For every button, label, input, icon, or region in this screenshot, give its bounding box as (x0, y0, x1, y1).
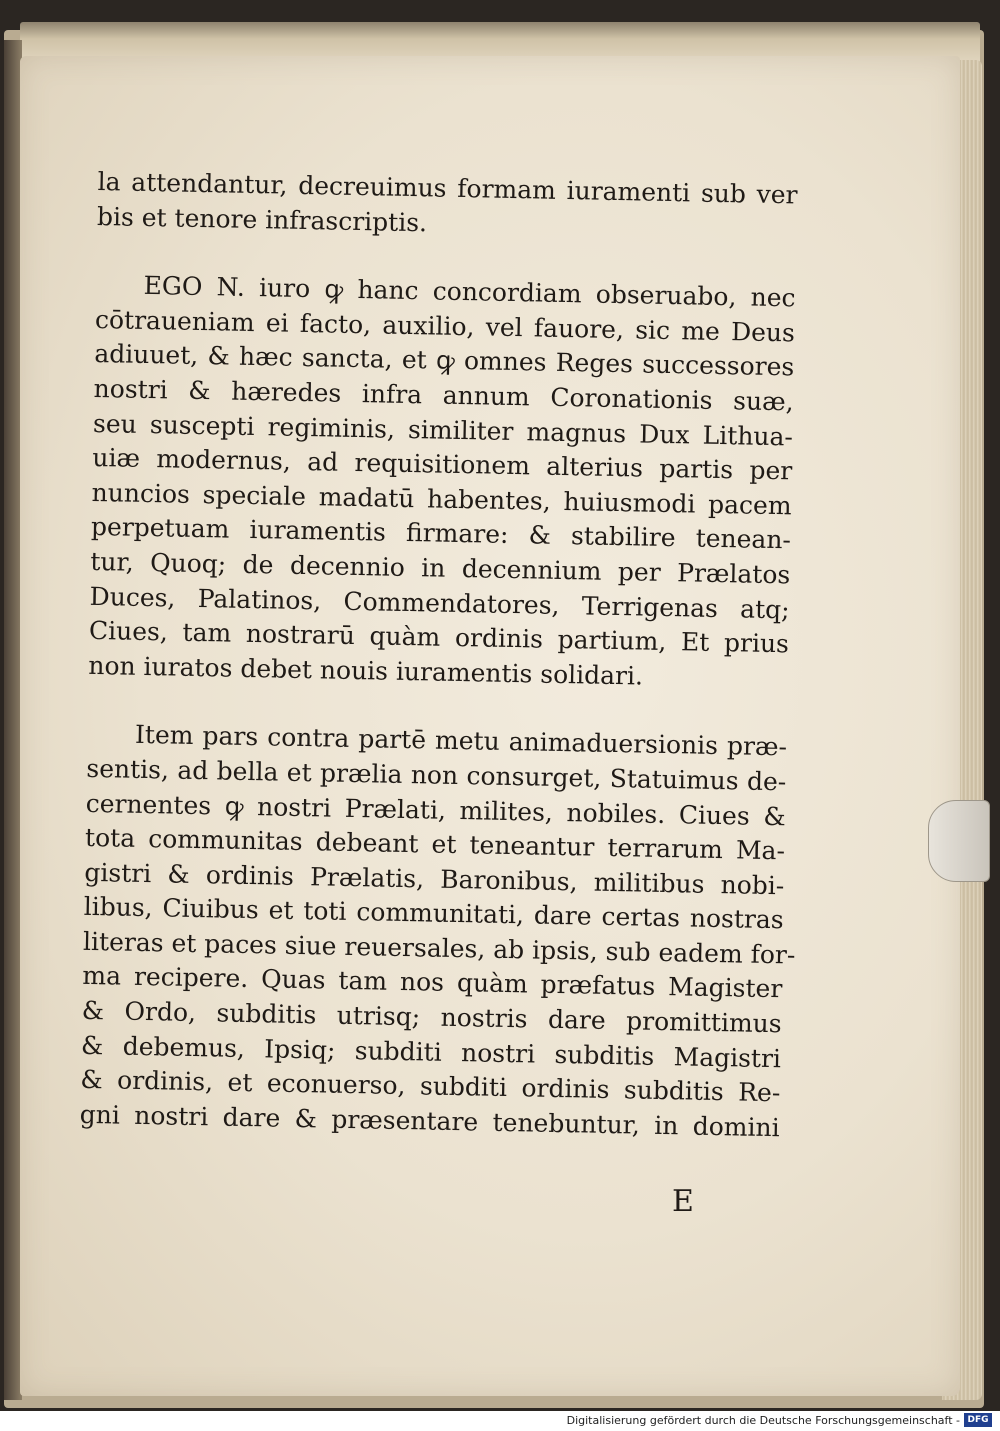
text-line: Duces, Palatinos, Commendatores, Terrigenas atq; (89, 581, 790, 624)
text-line: adiuuet, & hæc sancta, et ꝙ omnes Reges successores (94, 339, 795, 382)
text-line: Item pars contra partē metu animaduersionis præ- (134, 720, 788, 762)
text-line: ma recipere. Quas tam nos quàm præfatus Magister (82, 961, 783, 1004)
text-line: gistri & ordinis Prælatis, Baronibus, militibus nobi- (84, 857, 785, 900)
text-line: bis et tenore infrascriptis. (96, 201, 428, 237)
page-text (79, 165, 817, 1146)
text-line: sentis, ad bella et prælia non consurget, Statuimus de- (86, 753, 787, 797)
text-line: & debemus, Ipsiq; subditi nostri subditis Magistri (80, 1030, 782, 1073)
text-line: cernentes ꝙ nostri Prælati, milites, nobiles. Ciues & (85, 788, 786, 831)
text-line: gni nostri dare & præsentare tenebuntur, in domini (79, 1099, 780, 1143)
signature-mark: E (672, 1184, 694, 1219)
text-line: nostri & hæredes infra annum Coronationis suæ, (93, 373, 794, 417)
text-line: literas et paces siue reuersales, ab ipsis, sub eadem for- (82, 926, 796, 970)
text-line: non iuratos debet nouis iuramentis solidari. (88, 650, 644, 691)
text-line: & Ordo, subditis utrisq; nostris dare promittimus (81, 995, 782, 1039)
text-line: libus, Ciuibus et toti communitati, dare certas nostras (83, 892, 784, 935)
text-line: & ordinis, et econuerso, subditi ordinis subditis Re- (80, 1065, 781, 1108)
text-line: tur, Quoq; de decennio in decennium per Prælatos (90, 546, 791, 590)
text-line: cōtraueniam ei facto, auxilio, vel fauore, sic me Deus (94, 304, 796, 348)
page-clip (928, 800, 990, 882)
dfg-logo-icon: DFG (964, 1413, 992, 1427)
text-line: EGO N. iuro ꝙ hanc concordiam obseruabo, nec (143, 271, 796, 313)
text-line: perpetuam iuramentis firmare: & stabilire tenean- (90, 512, 792, 555)
footer-credit: Digitalisierung gefördert durch die Deutsche Forschungsgemeinschaft - (566, 1414, 960, 1427)
text-line: tota communitas debeant et teneantur terrarum Ma- (84, 822, 786, 866)
text-line: nuncios speciale madatū habentes, huiusmodi pacem (91, 477, 792, 521)
text-line: seu suscepti regiminis, similiter magnus Dux Lithua- (92, 408, 794, 451)
text-line: Ciues, tam nostrarū quàm ordinis partium, Et prius (88, 616, 790, 659)
text-line: uiæ modernus, ad requisitionem alterius partis per (92, 443, 793, 486)
text-line: la attendantur, decreuimus formam iuramenti sub ver (97, 166, 798, 210)
